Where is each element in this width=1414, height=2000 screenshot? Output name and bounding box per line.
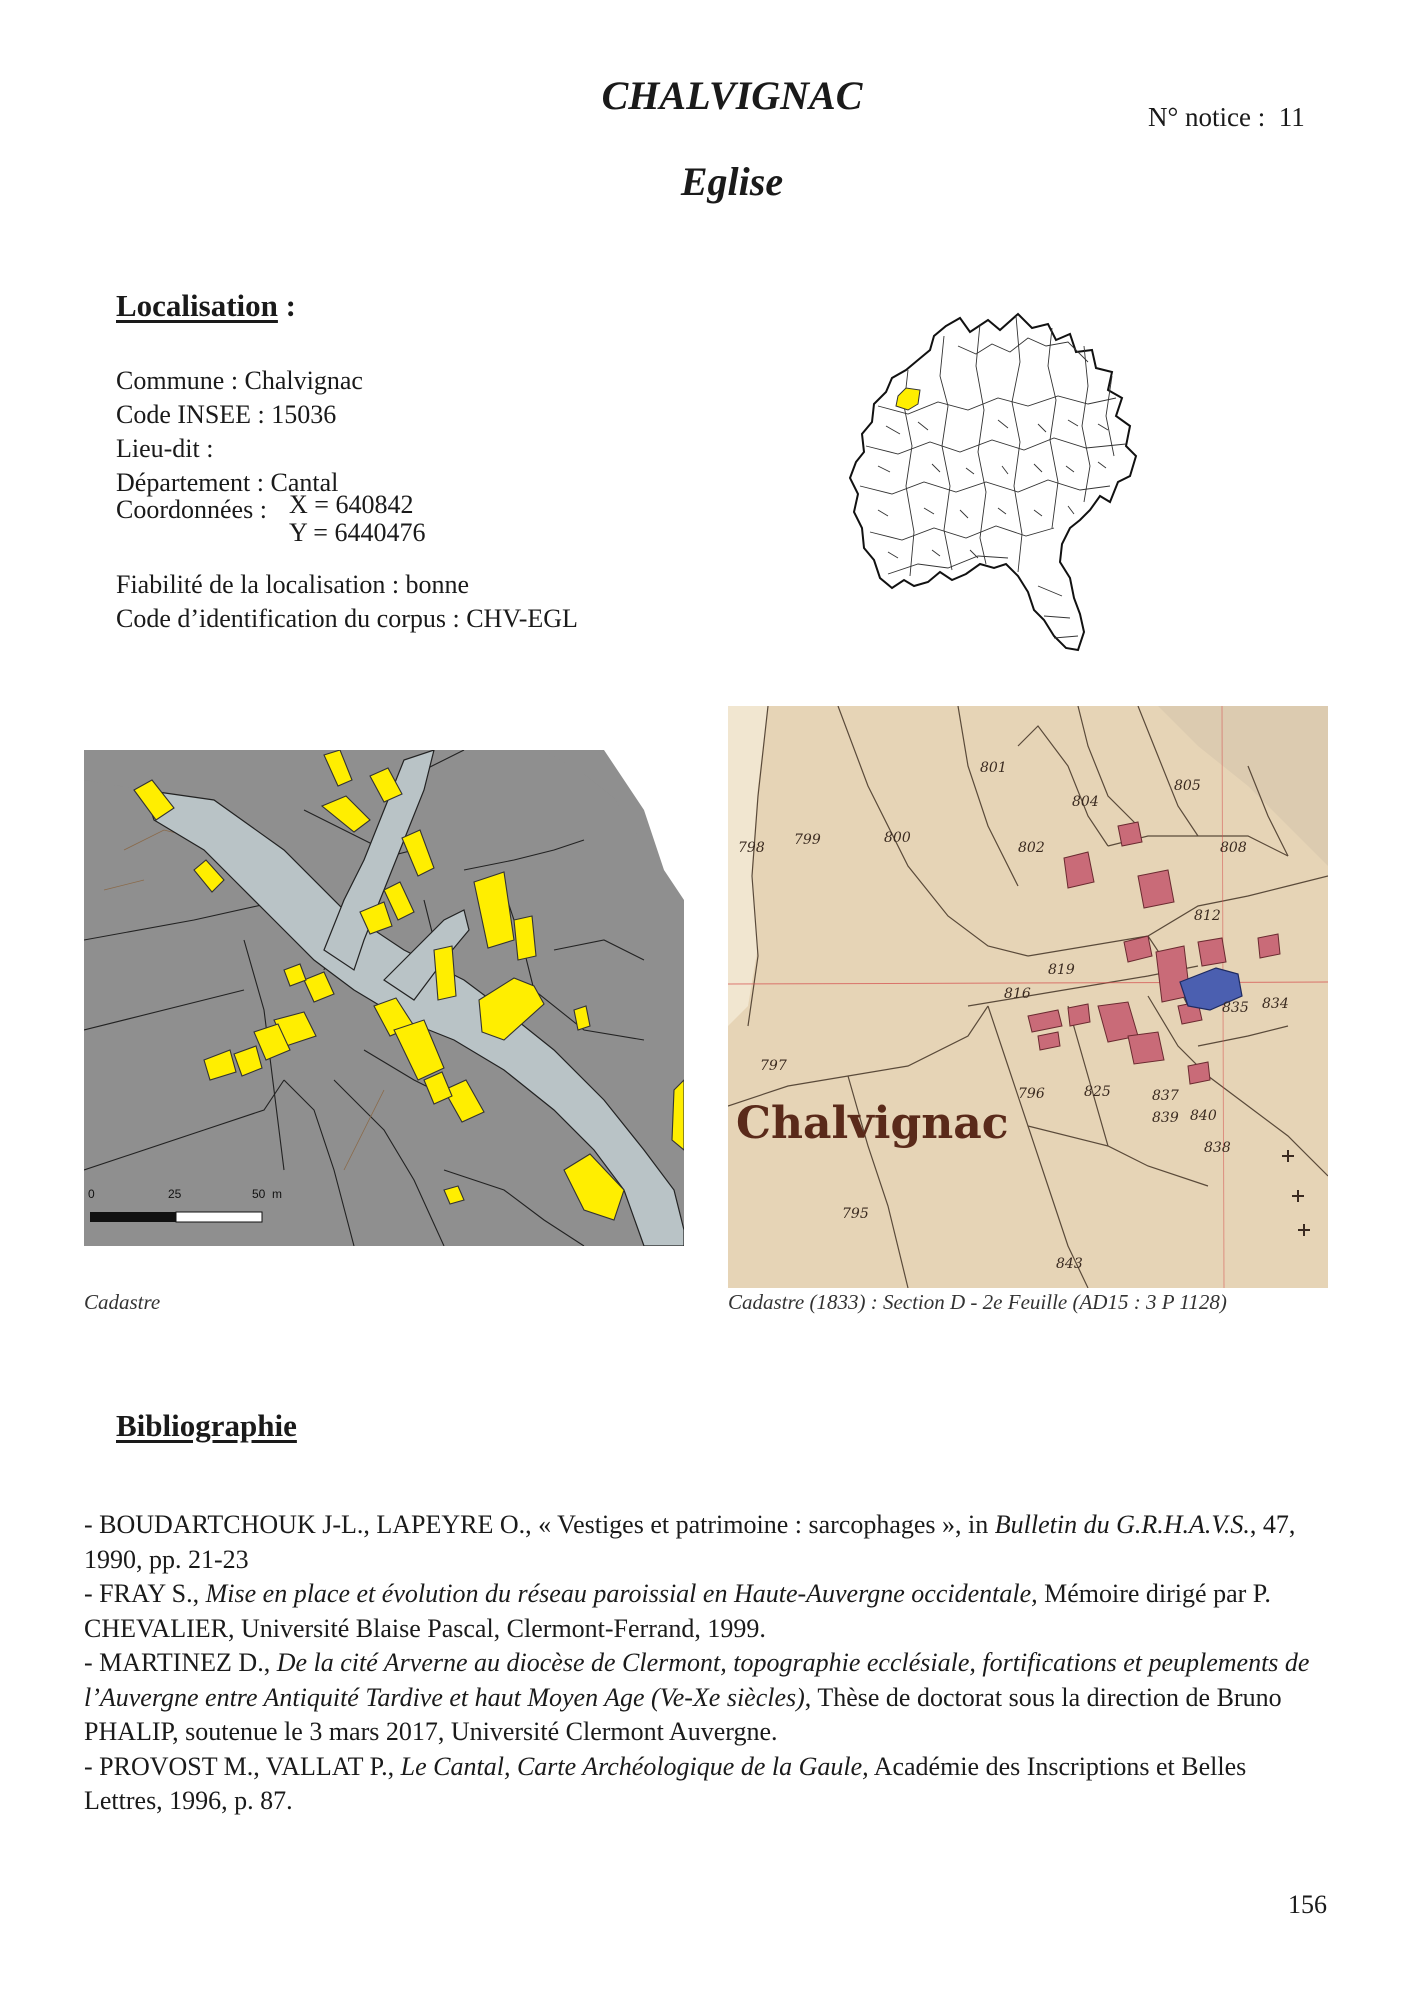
department-map xyxy=(848,306,1142,664)
parcel-801: 801 xyxy=(980,760,1007,776)
notice-label: N° notice : xyxy=(1148,102,1266,132)
page-subtitle: Eglise xyxy=(680,159,784,204)
parcel-799: 799 xyxy=(794,832,821,848)
parcel-796: 796 xyxy=(1018,1086,1045,1102)
historic-town-label: Chalvignac xyxy=(736,1098,1009,1149)
parcel-805: 805 xyxy=(1174,778,1201,794)
parcel-808: 808 xyxy=(1220,840,1247,856)
parcel-835: 835 xyxy=(1222,1000,1249,1016)
parcel-802: 802 xyxy=(1018,840,1045,856)
scale-label-unit: m xyxy=(272,1187,282,1201)
parcel-838: 838 xyxy=(1204,1140,1231,1156)
parcel-797: 797 xyxy=(760,1058,787,1074)
bibliography-entry xyxy=(84,1646,1324,1750)
page-number: 156 xyxy=(1288,1890,1327,1919)
coordinates-label: Coordonnées : xyxy=(116,495,267,524)
bibliographie-heading xyxy=(116,1408,297,1444)
entry-details: Académie des Inscriptions et Belles Lettres, 1996, p. 87. xyxy=(84,1751,1247,1815)
coordinates-values xyxy=(289,491,425,547)
entry-title: Mise en place et évolution du réseau paroissial en Haute-Auvergne occidentale, xyxy=(205,1579,1038,1608)
parcel-825: 825 xyxy=(1084,1084,1111,1100)
parcel-840: 840 xyxy=(1190,1108,1217,1124)
modern-cadastre-svg xyxy=(84,750,684,1246)
historic-cadastre-caption: Cadastre (1833) : Section D - 2e Feuille (AD15 : 3 P 1128) xyxy=(728,1290,1227,1314)
scale-label-25: 25 xyxy=(168,1187,182,1201)
bibliography-list xyxy=(84,1508,1324,1819)
page-title: CHALVIGNAC xyxy=(601,73,863,118)
historic-cadastre-svg xyxy=(728,706,1328,1288)
code-corpus-line: Code d’identification du corpus : CHV-EGL xyxy=(116,604,578,633)
entry-text: - BOUDARTCHOUK J-L., LAPEYRE O., « Vestiges et patrimoine : sarcophages », in xyxy=(84,1510,995,1539)
entry-text: - PROVOST M., VALLAT P., xyxy=(84,1751,401,1781)
parcel-834: 834 xyxy=(1262,996,1289,1012)
parcel-819: 819 xyxy=(1048,962,1075,978)
entry-title: De la cité Arverne au diocèse de Clermont, topographie ecclésiale, fortifications et peuplements de l’Auvergne entre Antiquité Tardive et haut Moyen Age (Ve-Xe siècles) xyxy=(84,1648,1310,1712)
entry-title: Bulletin du G.R.H.A.V.S. xyxy=(994,1510,1250,1539)
localisation-heading-text: Localisation xyxy=(116,288,278,323)
parcel-798: 798 xyxy=(738,840,765,856)
code-insee-line: Code INSEE : 15036 xyxy=(116,400,337,429)
entry-details: , 47, 1990, pp. 21-23 xyxy=(84,1510,1296,1574)
lieu-dit-line: Lieu-dit : xyxy=(116,434,214,463)
bibliography-entry xyxy=(84,1750,1324,1819)
parcel-812: 812 xyxy=(1194,908,1221,924)
localisation-block xyxy=(116,364,363,500)
scale-label-0: 0 xyxy=(88,1187,95,1201)
parcel-837: 837 xyxy=(1152,1088,1179,1104)
parcel-816: 816 xyxy=(1004,986,1031,1002)
departement-line: Département : Cantal xyxy=(116,468,339,497)
entry-text: - FRAY S., xyxy=(84,1579,206,1608)
parcel-795: 795 xyxy=(842,1206,869,1222)
notice-number xyxy=(1148,102,1305,133)
parcel-839: 839 xyxy=(1152,1110,1179,1126)
entry-details: Mémoire dirigé par P. CHEVALIER, Université Blaise Pascal, Clermont-Ferrand, 1999. xyxy=(84,1579,1271,1643)
coordinates xyxy=(116,490,426,547)
localisation-block-2 xyxy=(116,568,578,636)
localisation-heading xyxy=(116,288,296,324)
cadastre-caption: Cadastre xyxy=(84,1290,161,1314)
entry-title: Le Cantal, Carte Archéologique de la Gaule, xyxy=(400,1751,869,1781)
coord-x: X = 640842 xyxy=(289,490,414,519)
fiabilite-line: Fiabilité de la localisation : bonne xyxy=(116,570,470,599)
parcel-800: 800 xyxy=(884,830,911,846)
historic-cadastre-map xyxy=(728,706,1328,1288)
entry-text: - MARTINEZ D., xyxy=(84,1648,277,1677)
bibliographie-heading-text: Bibliographie xyxy=(116,1408,297,1443)
scale-label-50: 50 xyxy=(252,1187,266,1201)
bibliography-entry xyxy=(84,1577,1324,1646)
parcel-804: 804 xyxy=(1072,794,1099,810)
coord-y: Y = 6440476 xyxy=(289,518,426,547)
entry-details: , Thèse de doctorat sous la direction de Bruno PHALIP, soutenue le 3 mars 2017, Université Clermont Auvergne. xyxy=(84,1682,1282,1746)
commune-line: Commune : Chalvignac xyxy=(116,366,363,395)
parcel-843: 843 xyxy=(1056,1256,1083,1272)
notice-value: 11 xyxy=(1278,102,1305,132)
localisation-heading-suffix: : xyxy=(277,288,296,323)
modern-cadastre-map xyxy=(84,750,684,1246)
bibliography-entry xyxy=(84,1508,1324,1577)
